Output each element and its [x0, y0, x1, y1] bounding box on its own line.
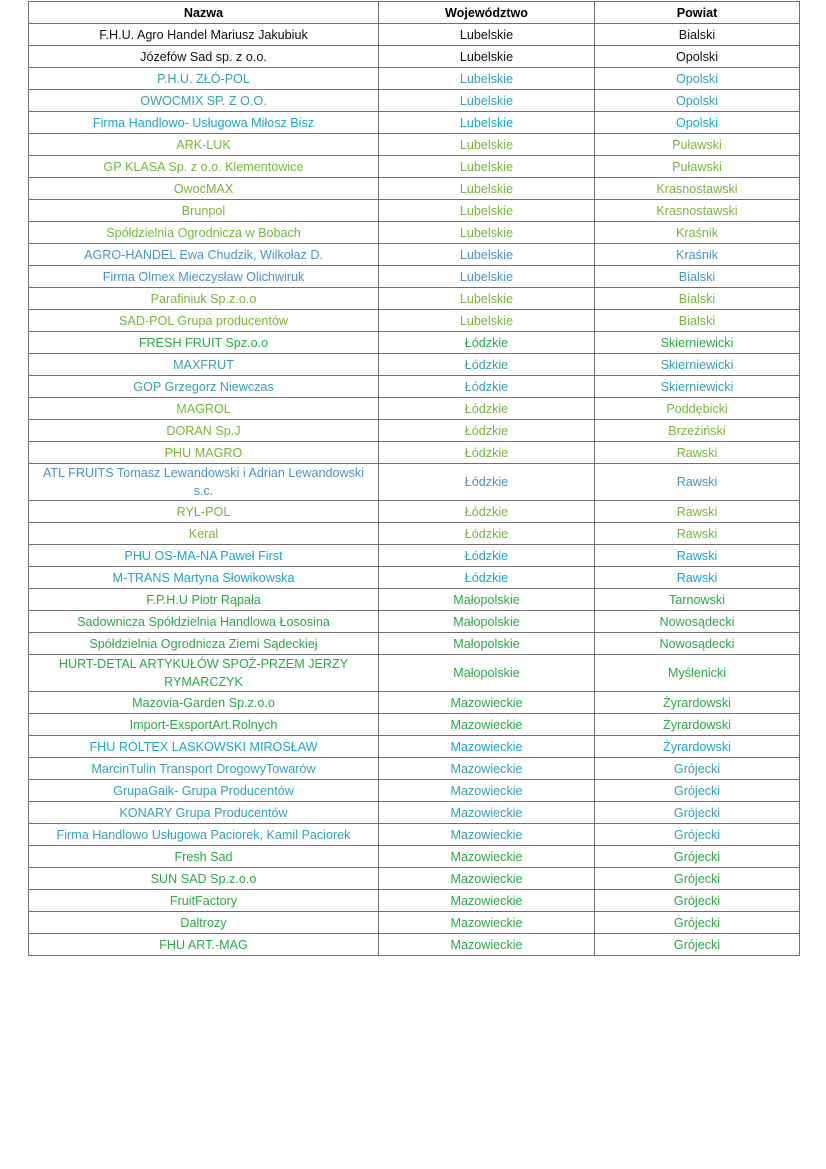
cell-voivodeship: Małopolskie [379, 633, 595, 655]
table-row [29, 112, 800, 134]
cell-voivodeship: Mazowieckie [379, 736, 595, 758]
table-row [29, 714, 800, 736]
cell-county: Poddębicki [595, 398, 800, 420]
table-row [29, 692, 800, 714]
cell-county: Rawski [595, 567, 800, 589]
table-row [29, 222, 800, 244]
cell-name: GP KLASA Sp. z o.o. Klementowice [29, 156, 379, 178]
cell-voivodeship: Małopolskie [379, 655, 595, 692]
cell-voivodeship: Łódzkie [379, 420, 595, 442]
cell-voivodeship: Małopolskie [379, 589, 595, 611]
cell-voivodeship: Łódzkie [379, 376, 595, 398]
cell-name: Daltrozy [29, 912, 379, 934]
cell-voivodeship: Łódzkie [379, 567, 595, 589]
cell-county: Opolski [595, 90, 800, 112]
cell-county: Brzeźiński [595, 420, 800, 442]
table-row [29, 523, 800, 545]
table-row [29, 46, 800, 68]
cell-name: P.H.U. ZŁÓ-POL [29, 68, 379, 90]
cell-county: Nowosądecki [595, 611, 800, 633]
cell-name: GOP Grzegorz Niewczas [29, 376, 379, 398]
table-row [29, 501, 800, 523]
cell-voivodeship: Lubelskie [379, 178, 595, 200]
cell-county: Bialski [595, 24, 800, 46]
cell-county: Grójecki [595, 802, 800, 824]
cell-county: Krasnostawski [595, 200, 800, 222]
cell-name: FHU ART.-MAG [29, 934, 379, 956]
cell-county: Rawski [595, 523, 800, 545]
cell-voivodeship: Lubelskie [379, 310, 595, 332]
cell-name: FHU ROLTEX LASKOWSKI MIROSŁAW [29, 736, 379, 758]
cell-voivodeship: Łódzkie [379, 545, 595, 567]
cell-county: Żyrardowski [595, 692, 800, 714]
cell-county: Grójecki [595, 824, 800, 846]
cell-name: Keral [29, 523, 379, 545]
table-row [29, 420, 800, 442]
cell-voivodeship: Łódzkie [379, 398, 595, 420]
table-row [29, 376, 800, 398]
cell-voivodeship: Łódzkie [379, 523, 595, 545]
table-row [29, 633, 800, 655]
cell-voivodeship: Małopolskie [379, 611, 595, 633]
cell-county: Skierniewicki [595, 354, 800, 376]
cell-county: Bialski [595, 288, 800, 310]
cell-voivodeship: Mazowieckie [379, 692, 595, 714]
table-row [29, 567, 800, 589]
cell-county: Rawski [595, 501, 800, 523]
cell-name: SAD-POL Grupa producentów [29, 310, 379, 332]
cell-name: AGRO-HANDEL Ewa Chudzik, Wilkołaz D. [29, 244, 379, 266]
cell-name: RYL-POL [29, 501, 379, 523]
cell-county: Kraśnik [595, 244, 800, 266]
cell-voivodeship: Łódzkie [379, 332, 595, 354]
cell-name: Spółdzielnia Ogrodnicza w Bobach [29, 222, 379, 244]
cell-county: Grójecki [595, 780, 800, 802]
header-name: Nazwa [29, 2, 379, 24]
cell-name: FruitFactory [29, 890, 379, 912]
table-row [29, 890, 800, 912]
cell-name: Firma Olmex Mieczysław Olichwiruk [29, 266, 379, 288]
cell-county: Opolski [595, 68, 800, 90]
table-row [29, 464, 800, 501]
table-row [29, 802, 800, 824]
cell-county: Nowosądecki [595, 633, 800, 655]
table-row [29, 200, 800, 222]
table-row [29, 868, 800, 890]
cell-name: Józefów Sad sp. z o.o. [29, 46, 379, 68]
table-row [29, 442, 800, 464]
cell-name: ATL FRUITS Tomasz Lewandowski i Adrian Lewandowski s.c. [29, 464, 379, 501]
table-row [29, 68, 800, 90]
cell-voivodeship: Lubelskie [379, 266, 595, 288]
cell-name: Fresh Sad [29, 846, 379, 868]
cell-name: MAXFRUT [29, 354, 379, 376]
table-row [29, 266, 800, 288]
cell-voivodeship: Łódzkie [379, 501, 595, 523]
header-county: Powiat [595, 2, 800, 24]
cell-name: Firma Handlowo Usługowa Paciorek, Kamil Paciorek [29, 824, 379, 846]
table-row [29, 655, 800, 692]
cell-voivodeship: Łódzkie [379, 464, 595, 501]
cell-name: SUN SAD Sp.z.o.o [29, 868, 379, 890]
cell-county: Kraśnik [595, 222, 800, 244]
cell-county: Puławski [595, 156, 800, 178]
producers-table [28, 1, 800, 956]
cell-county: Grójecki [595, 890, 800, 912]
cell-voivodeship: Mazowieckie [379, 802, 595, 824]
cell-name: Sadownicza Spółdzielnia Handlowa Łososina [29, 611, 379, 633]
table-row [29, 134, 800, 156]
cell-name: MAGROL [29, 398, 379, 420]
table-row [29, 156, 800, 178]
cell-name: HURT-DETAL ARTYKUŁÓW SPOŻ-PRZEM JERZY RYMARCZYK [29, 655, 379, 692]
cell-county: Grójecki [595, 934, 800, 956]
cell-name: Parafiniuk Sp.z.o.o [29, 288, 379, 310]
cell-name: Spółdzielnia Ogrodnicza Ziemi Sądeckiej [29, 633, 379, 655]
cell-voivodeship: Lubelskie [379, 222, 595, 244]
cell-name: OWOCMIX SP. Z O.O. [29, 90, 379, 112]
table-row [29, 354, 800, 376]
cell-name: PHU OS-MA-NA Paweł First [29, 545, 379, 567]
table-row [29, 244, 800, 266]
cell-county: Skierniewicki [595, 332, 800, 354]
table-row [29, 288, 800, 310]
cell-county: Rawski [595, 545, 800, 567]
header-voivodeship: Województwo [379, 2, 595, 24]
cell-voivodeship: Łódzkie [379, 442, 595, 464]
table-row [29, 178, 800, 200]
table-body [29, 24, 800, 956]
cell-county: Bialski [595, 310, 800, 332]
table-row [29, 545, 800, 567]
cell-voivodeship: Łódzkie [379, 354, 595, 376]
cell-voivodeship: Mazowieckie [379, 714, 595, 736]
cell-county: Opolski [595, 46, 800, 68]
cell-name: Firma Handlowo- Usługowa Miłosz Bisz [29, 112, 379, 134]
cell-county: Opolski [595, 112, 800, 134]
cell-voivodeship: Mazowieckie [379, 758, 595, 780]
table-row [29, 758, 800, 780]
table-row [29, 398, 800, 420]
cell-name: ARK-LUK [29, 134, 379, 156]
cell-voivodeship: Mazowieckie [379, 780, 595, 802]
cell-county: Grójecki [595, 912, 800, 934]
cell-voivodeship: Lubelskie [379, 200, 595, 222]
cell-name: GrupaGaik- Grupa Producentów [29, 780, 379, 802]
cell-county: Myślenicki [595, 655, 800, 692]
table-row [29, 846, 800, 868]
cell-name: FRESH FRUIT Spz.o.o [29, 332, 379, 354]
cell-voivodeship: Lubelskie [379, 156, 595, 178]
table-row [29, 912, 800, 934]
cell-county: Rawski [595, 464, 800, 501]
cell-name: Mazovia-Garden Sp.z.o.o [29, 692, 379, 714]
cell-voivodeship: Lubelskie [379, 244, 595, 266]
table-row [29, 611, 800, 633]
cell-name: DORAN Sp.J [29, 420, 379, 442]
cell-name: MarcinTulin Transport DrogowyTowarów [29, 758, 379, 780]
cell-voivodeship: Lubelskie [379, 24, 595, 46]
cell-name: F.P.H.U Piotr Rąpała [29, 589, 379, 611]
cell-name: Import-ExsportArt.Rolnych [29, 714, 379, 736]
cell-name: KONARY Grupa Producentów [29, 802, 379, 824]
cell-name: OwocMAX [29, 178, 379, 200]
cell-name: PHU MAGRO [29, 442, 379, 464]
cell-name: F.H.U. Agro Handel Mariusz Jakubiuk [29, 24, 379, 46]
cell-name: Brunpol [29, 200, 379, 222]
table-row [29, 24, 800, 46]
cell-county: Puławski [595, 134, 800, 156]
cell-county: Tarnowski [595, 589, 800, 611]
cell-name: M-TRANS Martyna Słowikowska [29, 567, 379, 589]
table-row [29, 736, 800, 758]
table-row [29, 310, 800, 332]
cell-county: Żyrardowski [595, 736, 800, 758]
cell-county: Grójecki [595, 758, 800, 780]
cell-county: Rawski [595, 442, 800, 464]
cell-voivodeship: Mazowieckie [379, 868, 595, 890]
cell-voivodeship: Mazowieckie [379, 846, 595, 868]
cell-voivodeship: Mazowieckie [379, 890, 595, 912]
cell-voivodeship: Lubelskie [379, 112, 595, 134]
cell-voivodeship: Lubelskie [379, 288, 595, 310]
cell-county: Bialski [595, 266, 800, 288]
cell-county: Żyrardowski [595, 714, 800, 736]
cell-voivodeship: Mazowieckie [379, 912, 595, 934]
table-row [29, 90, 800, 112]
table-row [29, 780, 800, 802]
cell-county: Grójecki [595, 846, 800, 868]
cell-county: Krasnostawski [595, 178, 800, 200]
table-row [29, 824, 800, 846]
cell-voivodeship: Mazowieckie [379, 934, 595, 956]
header-row [29, 2, 800, 24]
table-row [29, 332, 800, 354]
cell-voivodeship: Lubelskie [379, 68, 595, 90]
cell-voivodeship: Mazowieckie [379, 824, 595, 846]
cell-voivodeship: Lubelskie [379, 134, 595, 156]
cell-voivodeship: Lubelskie [379, 90, 595, 112]
table-row [29, 934, 800, 956]
table-row [29, 589, 800, 611]
cell-county: Grójecki [595, 868, 800, 890]
cell-county: Skierniewicki [595, 376, 800, 398]
cell-voivodeship: Lubelskie [379, 46, 595, 68]
